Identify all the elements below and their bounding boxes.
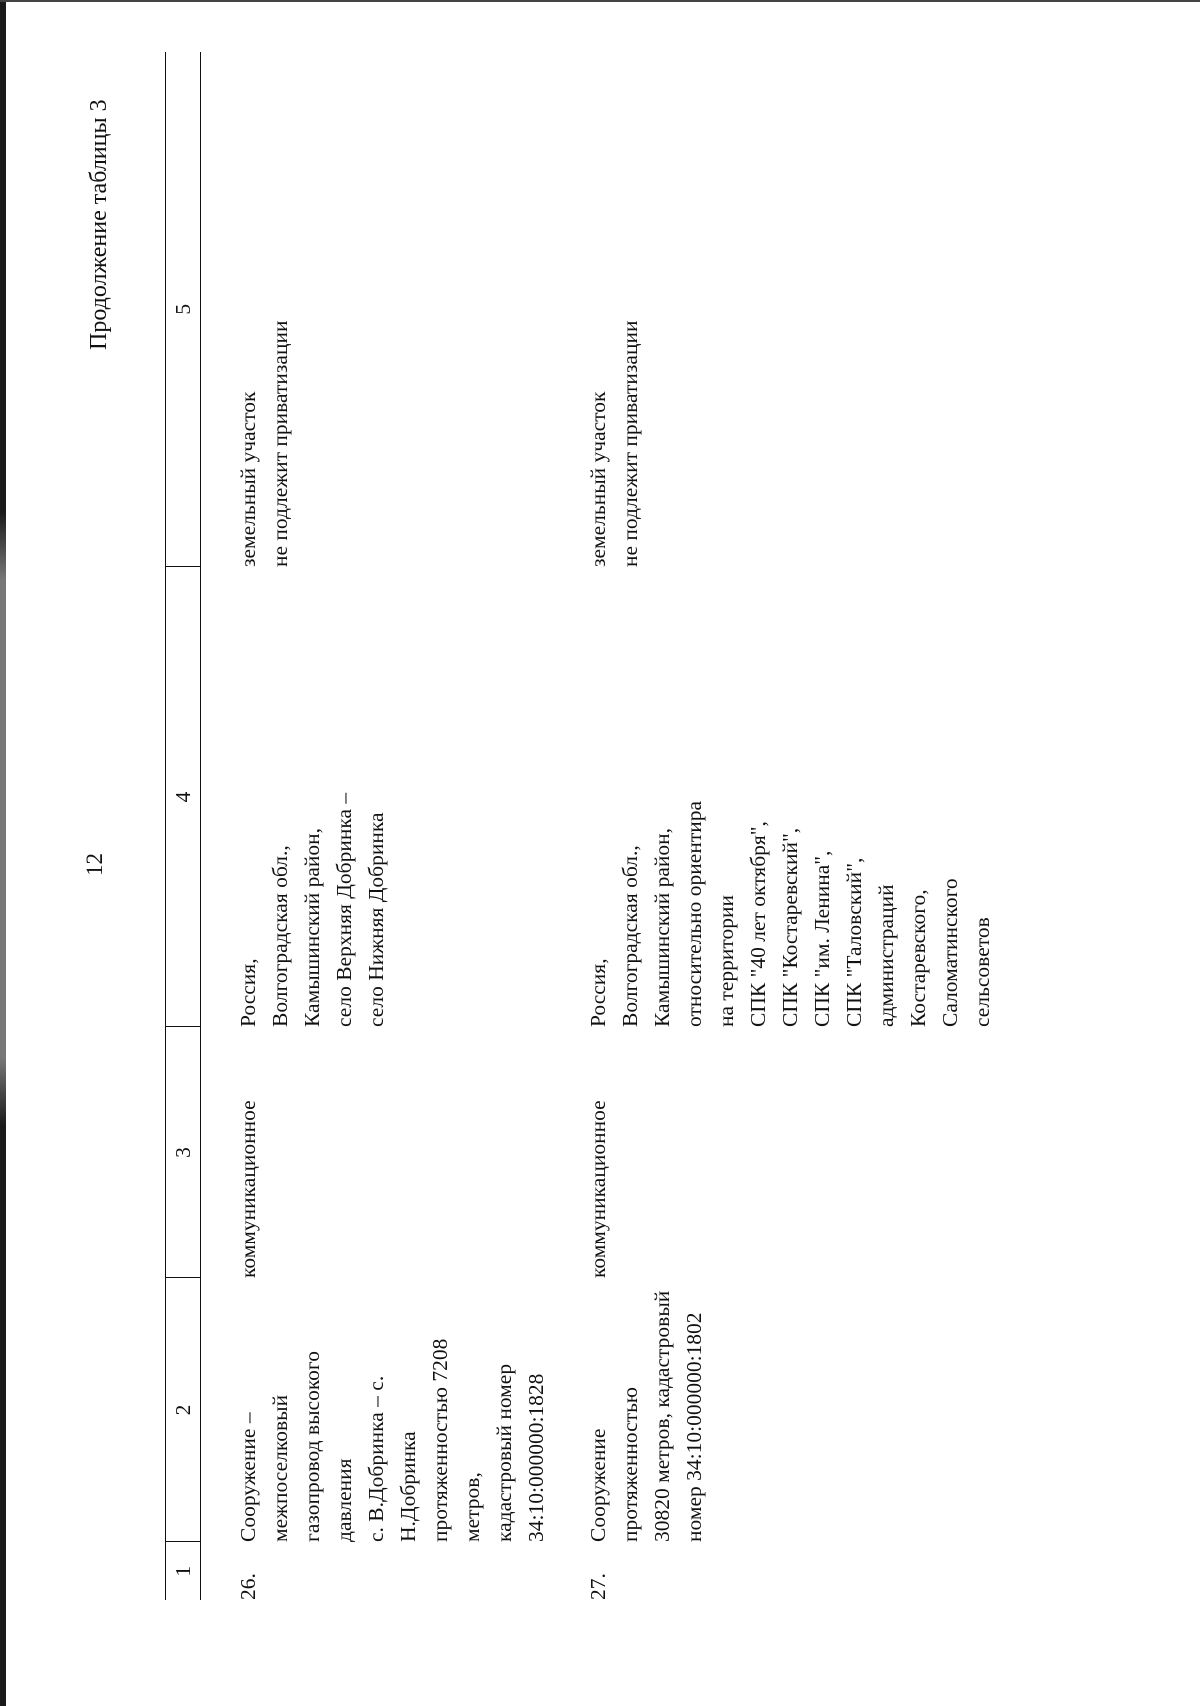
object-name: Сооружение протяженностью 30820 метров, кадастровый номер 34:10:000000:1802 bbox=[586, 1290, 706, 1542]
column-header-4: 4 bbox=[166, 567, 201, 1027]
property-table bbox=[165, 52, 998, 1600]
object-name: Сооружение – межпоселковый газопровод высокого давления с. В.Добринка – с. Н.Добринка протяженностью 7208 метров, кадастровый номер 34:10:000000:1828 bbox=[236, 1338, 548, 1542]
object-note: земельный участок не подлежит приватизации bbox=[236, 320, 292, 567]
object-purpose: коммуникационное bbox=[586, 1100, 610, 1278]
table-row bbox=[552, 52, 998, 1600]
table-row bbox=[201, 52, 553, 1600]
header-row bbox=[166, 52, 201, 1600]
object-note: земельный участок не подлежит приватизации bbox=[586, 320, 642, 567]
object-purpose: коммуникационное bbox=[236, 1100, 260, 1278]
table-caption: Продолжение таблицы 3 bbox=[86, 99, 112, 350]
object-address: Россия, Волгоградская обл., Камышинский район, относительно ориентира на территории СПК "40 лет октября", СПК "Костаревский", СПК "им. Ленина", СПК "Таловский", администраций Костаревского, Саломатинского сельсоветов bbox=[586, 800, 994, 1027]
column-header-5: 5 bbox=[166, 52, 201, 567]
column-header-1: 1 bbox=[166, 1542, 201, 1600]
column-header-3: 3 bbox=[166, 1027, 201, 1278]
row-number: 27. bbox=[586, 1573, 610, 1600]
column-header-2: 2 bbox=[166, 1278, 201, 1542]
page-number: 12 bbox=[82, 853, 107, 876]
object-address: Россия, Волгоградская обл., Камышинский район, село Верхняя Добринка – село Нижняя Добринка bbox=[236, 792, 388, 1027]
row-number: 26. bbox=[236, 1573, 260, 1600]
